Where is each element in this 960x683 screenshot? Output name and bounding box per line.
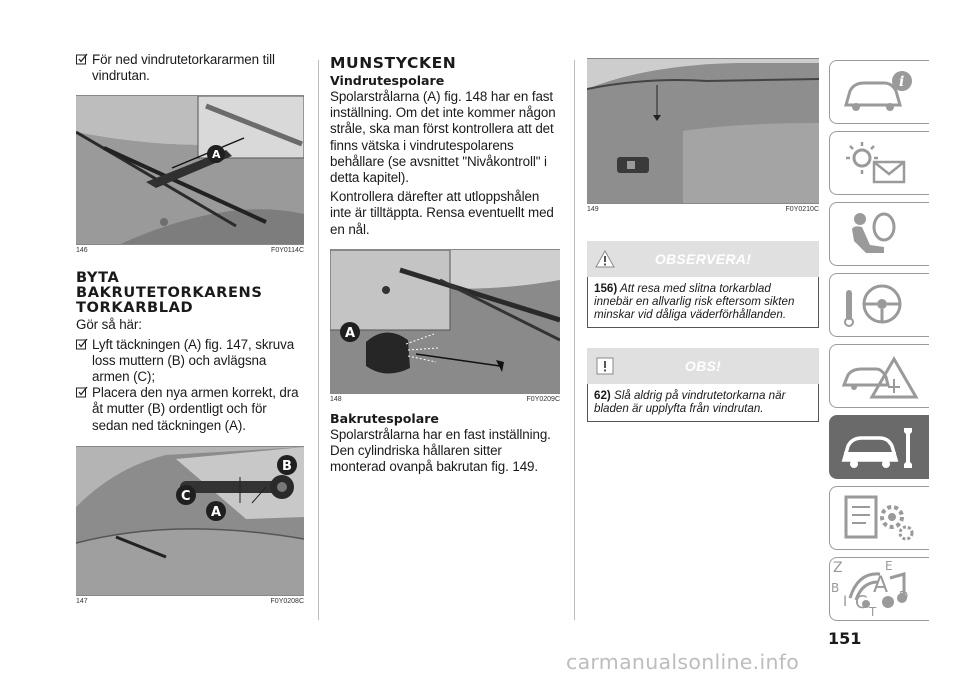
- heading-line-1: BYTA: [76, 269, 120, 287]
- page-number: 151: [828, 629, 862, 648]
- index-letter: D: [899, 589, 909, 603]
- chapter-tab-maintenance[interactable]: [829, 415, 929, 479]
- wiper-arm-illustration: [76, 96, 304, 245]
- figure-code: F0Y0210C: [785, 206, 819, 213]
- chapter-tab-warning-lights[interactable]: [829, 131, 929, 195]
- note-text: Slå aldrig på vindrutetorkarna när bladen är upplyfta från vindrutan.: [594, 389, 786, 415]
- intro-step: [76, 52, 304, 84]
- note-number: 156): [594, 282, 618, 295]
- subheading-windscreen-washer: Vindrutespolare: [330, 73, 445, 88]
- index-letters-icon: [829, 558, 929, 622]
- car-info-icon: [840, 67, 920, 119]
- note-number: 62): [594, 389, 611, 402]
- figure-number: 148: [330, 395, 342, 403]
- figure-code: F0Y0209C: [526, 395, 560, 403]
- figure-number: 149: [587, 206, 599, 213]
- callout-a: A: [211, 504, 222, 520]
- column-right: [587, 58, 819, 422]
- figure-number: 147: [76, 597, 88, 605]
- emergency-triangle-icon: [840, 351, 920, 403]
- chapter-tab-technical-data[interactable]: [829, 486, 929, 550]
- warning-box-header: [587, 241, 819, 277]
- column-middle: [330, 56, 560, 475]
- figure-148: [330, 249, 560, 394]
- subheading-rear-washer: Bakrutespolare: [330, 410, 439, 426]
- exclamation-square-icon: [595, 357, 615, 375]
- figure-147: [76, 446, 304, 596]
- procedure-lead: Gör så här:: [76, 317, 142, 333]
- index-letter: A: [873, 573, 889, 598]
- figure-code: F0Y0114C: [271, 247, 304, 255]
- figure-147-caption: [76, 598, 304, 605]
- car-wrench-icon: [840, 422, 920, 474]
- chapter-tab-car-info[interactable]: [829, 60, 929, 124]
- column-left: [76, 52, 304, 605]
- washer-nozzle-illustration: [330, 250, 560, 394]
- paragraph-windscreen-1: Spolarstrålarna (A) fig. 148 har en fast inställning. Om det inte kommer någon stråle, ska man först kontrollera att det finns vätska i vindrutespolarens behållare (se avsnittet "Nivåkontroll" i detta kapitel).: [330, 89, 556, 186]
- airbag-seat-icon: [840, 209, 920, 261]
- heading-line-2: BAKRUTETORKARENS: [76, 284, 263, 302]
- warning-lights-icon: [840, 138, 920, 190]
- warning-box-title: OBSERVERA!: [654, 251, 752, 267]
- checkbox-bullet-icon: [76, 338, 88, 350]
- rear-washer-illustration: [587, 59, 819, 204]
- section-heading-nozzles: MUNSTYCKEN: [330, 54, 457, 72]
- procedure-step-1: [76, 337, 304, 386]
- figure-149-caption: [587, 206, 819, 213]
- figure-146: [76, 95, 304, 245]
- procedure-step-2-text: Placera den nya armen korrekt, dra åt mutter (B) ordentligt och för sedan ned täckningen (A).: [92, 385, 299, 433]
- intro-step-text: För ned vindrutetorkararmen till vindrutan.: [92, 52, 275, 84]
- figure-149: [587, 58, 819, 204]
- index-letter: E: [885, 559, 893, 573]
- index-letter: C: [855, 592, 868, 613]
- figure-number: 146: [76, 247, 88, 255]
- chapter-tab-safety[interactable]: [829, 202, 929, 266]
- heading-line-3: TORKARBLAD: [76, 299, 194, 317]
- index-letter: B: [831, 581, 840, 595]
- section-heading-replace-blade: [76, 270, 304, 315]
- note-text: Att resa med slitna torkarblad innebär en allvarlig risk eftersom sikten minskar vid dåliga väderförhållanden.: [594, 282, 795, 321]
- notice-box-header: [587, 348, 819, 384]
- figure-146-caption: [76, 247, 304, 254]
- column-divider: [318, 60, 319, 620]
- svg-text:i: i: [899, 74, 905, 90]
- column-divider: [574, 60, 575, 620]
- watermark: carmanualsonline.info: [566, 650, 800, 674]
- warning-box-body: [587, 277, 819, 328]
- notice-box-obs: [587, 348, 819, 422]
- notice-box-body: [587, 384, 819, 422]
- callout-a: A: [345, 325, 356, 341]
- rear-wiper-illustration: [76, 447, 304, 596]
- index-letter: Z: [833, 560, 843, 576]
- chapter-tab-index[interactable]: [829, 558, 929, 622]
- figure-code: F0Y0208C: [270, 597, 304, 605]
- callout-a: A: [212, 148, 221, 162]
- checkbox-bullet-icon: [76, 386, 88, 398]
- callout-c: C: [181, 488, 191, 504]
- procedure-step-1-text: Lyft täckningen (A) fig. 147, skruva loss muttern (B) och avlägsna armen (C);: [92, 336, 295, 385]
- checkbox-bullet-icon: [76, 53, 88, 65]
- steering-key-icon: [840, 280, 920, 332]
- notice-box-title: OBS!: [684, 358, 722, 374]
- callout-b: B: [282, 458, 292, 474]
- procedure-step-2: [76, 385, 304, 434]
- specs-gears-icon: [840, 493, 920, 545]
- index-letter: I: [843, 594, 848, 610]
- warning-box-observera: [587, 241, 819, 328]
- paragraph-windscreen-2: Kontrollera därefter att utloppshålen inte är tilltäppta. Rensa eventuellt med en nål.: [330, 189, 554, 237]
- index-letter: T: [869, 605, 877, 619]
- chapter-tab-emergency[interactable]: [829, 344, 929, 408]
- figure-148-caption: [330, 396, 560, 403]
- warning-triangle-icon: [595, 250, 615, 268]
- paragraph-rear-washer: Spolarstrålarna har en fast inställning. Den cylindriska hållaren sitter monterad ovanpå bakrutan fig. 149.: [330, 426, 551, 475]
- chapter-tab-starting-driving[interactable]: [829, 273, 929, 337]
